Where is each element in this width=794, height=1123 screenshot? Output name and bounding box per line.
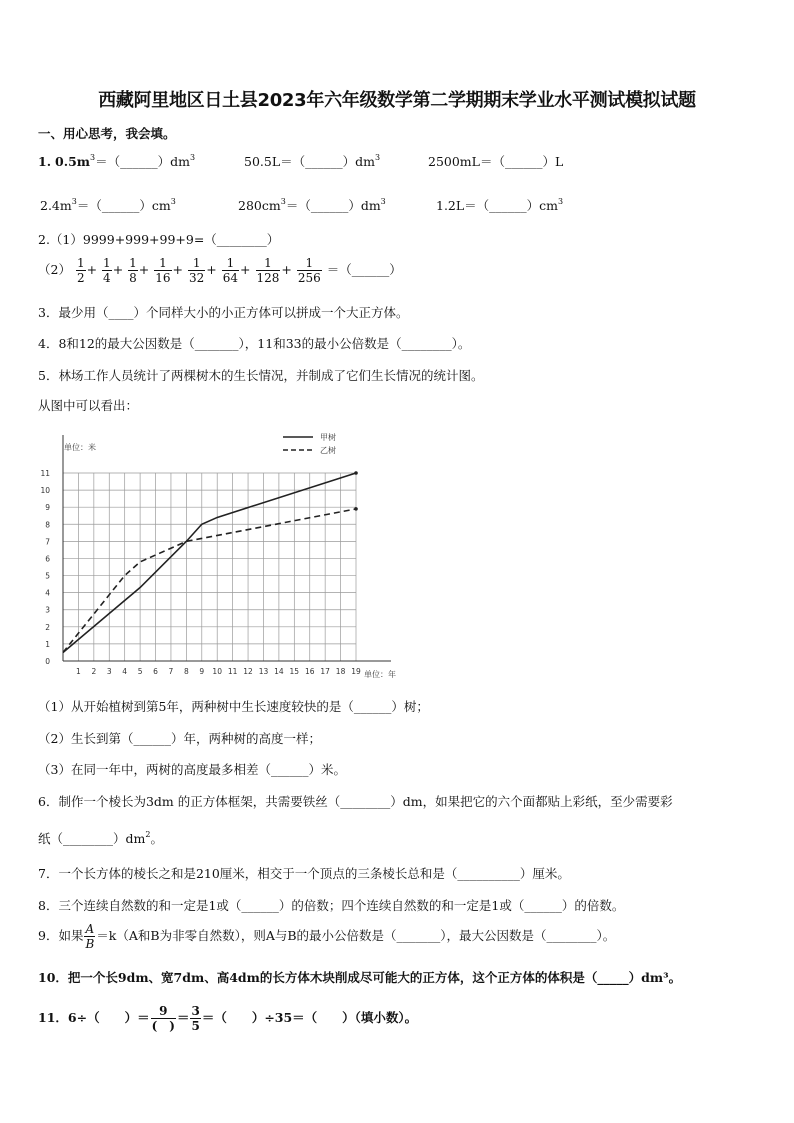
fraction: $\frac{1}{256}$ xyxy=(297,256,321,285)
question-6-line-2: 纸$(\_\_\_\_\_\_\_\_)dm^2$。 xyxy=(38,830,163,846)
q1-number: 1. xyxy=(38,154,52,169)
x-tick-label: 8 xyxy=(183,667,189,676)
x-tick-label: 17 xyxy=(320,667,330,676)
x-tick-label: 5 xyxy=(137,667,143,676)
section-heading: 一、用心思考，我会填。 xyxy=(38,126,176,141)
y-tick-label: 6 xyxy=(45,554,50,564)
q1-c: 2500mL＝（______）L xyxy=(428,154,564,169)
tree-growth-line-chart xyxy=(38,420,418,685)
series-line-yi xyxy=(63,509,356,653)
y-tick-label: 8 xyxy=(45,520,50,530)
fraction: $\frac{3}{5}$ xyxy=(191,1004,200,1033)
x-tick-label: 15 xyxy=(289,667,300,676)
q1-a: 0.5m xyxy=(55,154,91,169)
question-7: 7．一个长方体的棱长之和是210厘米，相交于一个顶点的三条棱长总和是（__________）厘米。 xyxy=(38,866,570,881)
fraction: $\frac{1}{32}$ xyxy=(189,256,205,285)
series-endpoint xyxy=(354,471,358,475)
y-tick-label: 0 xyxy=(45,657,50,666)
y-tick-label: 7 xyxy=(45,537,50,547)
question-2-part-1: 2.（1）9999+999+99+9=（________） xyxy=(38,232,280,247)
question-2-part-2: （2） $\frac{1}{2}$ + $\frac{1}{4}$ + $\frac{1}{8}$ + $\frac{1}{16}$ + $\frac{1}{32}$ + $\frac{1}{64}$ + $\frac{1}{128}$ + $\frac{1}{256}$ ＝（______） xyxy=(38,256,402,285)
series-line-jia xyxy=(63,473,356,652)
fraction: $\frac{1}{16}$ xyxy=(155,256,171,285)
question-4: 4．8和12的最大公因数是（_______），11和33的最小公倍数是（________）。 xyxy=(38,336,471,351)
x-tick-label: 16 xyxy=(304,667,315,676)
x-tick-label: 9 xyxy=(199,667,205,676)
q1-e: 280cm xyxy=(238,198,281,213)
x-tick-label: 6 xyxy=(153,667,158,676)
q1-f: 1.2L＝（______）cm xyxy=(436,198,559,213)
q1-d: 2.4m xyxy=(40,198,72,213)
y-tick-label: 1 xyxy=(45,639,50,649)
x-tick-label: 13 xyxy=(258,667,269,676)
x-tick-label: 1 xyxy=(76,667,81,676)
y-tick-label: 11 xyxy=(40,469,50,478)
fraction: $\frac{1}{128}$ xyxy=(256,256,280,285)
x-tick-label: 7 xyxy=(168,667,174,676)
legend-label: 乙树 xyxy=(320,446,336,455)
fraction: $\frac{1}{2}$ xyxy=(76,256,85,285)
y-tick-label: 4 xyxy=(45,588,50,598)
x-tick-label: 11 xyxy=(227,667,238,676)
x-tick-label: 10 xyxy=(212,667,222,676)
fraction: $\frac{1}{4}$ xyxy=(103,256,111,285)
question-5-3: （3）在同一年中，两树的高度最多相差（______）米。 xyxy=(38,762,346,777)
question-9: 9．如果 $\frac{A}{B}$ ＝k（A和B为非零自然数），则A与B的最小公倍数是（_______），最大公因数是（________）。 xyxy=(38,922,616,951)
series-endpoint xyxy=(354,507,358,511)
question-5-subtitle: 从图中可以看出： xyxy=(38,398,139,413)
fraction: $\frac{1}{64}$ xyxy=(222,256,239,285)
fraction: $\frac{9}{( )}$ xyxy=(151,1004,175,1033)
question-10: 10．把一个长9dm、宽7dm、高4dm的长方体木块削成尽可能大的正方体，这个正方体的体积是（_____）dm³。 xyxy=(38,970,682,985)
x-tick-label: 3 xyxy=(106,667,112,676)
x-tick-label: 2 xyxy=(91,667,97,676)
fraction: $\frac{1}{8}$ xyxy=(129,256,137,285)
question-5-2: （2）生长到第（______）年，两种树的高度一样； xyxy=(38,731,321,746)
y-tick-label: 9 xyxy=(45,503,50,513)
x-tick-label: 18 xyxy=(335,667,346,676)
x-tick-label: 4 xyxy=(122,667,128,676)
question-8: 8．三个连续自然数的和一定是1或（______）的倍数；四个连续自然数的和一定是1或（______）的倍数。 xyxy=(38,898,625,913)
y-tick-label: 2 xyxy=(45,622,50,632)
question-11: 11．6÷（ ）＝ $\frac{9}{( )}$ ＝ $\frac{3}{5}$ ＝（ ）÷35＝（ ）（填小数）。 xyxy=(38,1004,418,1033)
x-tick-label: 19 xyxy=(351,667,361,676)
question-3: 3．最少用（____）个同样大小的小正方体可以拼成一个大正方体。 xyxy=(38,305,409,320)
y-tick-label: 10 xyxy=(40,486,50,496)
q1-a-blank: ＝（______）dm xyxy=(95,154,190,169)
y-tick-label: 3 xyxy=(45,605,50,615)
y-tick-label: 5 xyxy=(45,571,50,581)
x-tick-label: 14 xyxy=(274,667,284,676)
legend-label: 甲树 xyxy=(320,433,336,442)
x-axis-label: 单位：年 xyxy=(364,670,396,679)
x-tick-label: 12 xyxy=(243,667,253,676)
page-title: 西藏阿里地区日土县2023年六年级数学第二学期期末学业水平测试模拟试题 xyxy=(98,90,696,111)
question-6-line-1: 6．制作一个棱长为3dm 的正方体框架，共需要铁丝（________）dm，如果把它的六个面都贴上彩纸，至少需要彩 xyxy=(38,794,673,809)
fraction: $\frac{A}{B}$ xyxy=(85,922,95,951)
question-5: 5．林场工作人员统计了两棵树木的生长情况，并制成了它们生长情况的统计图。 xyxy=(38,368,484,383)
q1-b: 50.5L＝（______）dm xyxy=(244,154,375,169)
question-5-1: （1）从开始植树到第5年，两种树中生长速度较快的是（______）树； xyxy=(38,699,429,714)
y-axis-label: 单位：米 xyxy=(64,443,96,452)
